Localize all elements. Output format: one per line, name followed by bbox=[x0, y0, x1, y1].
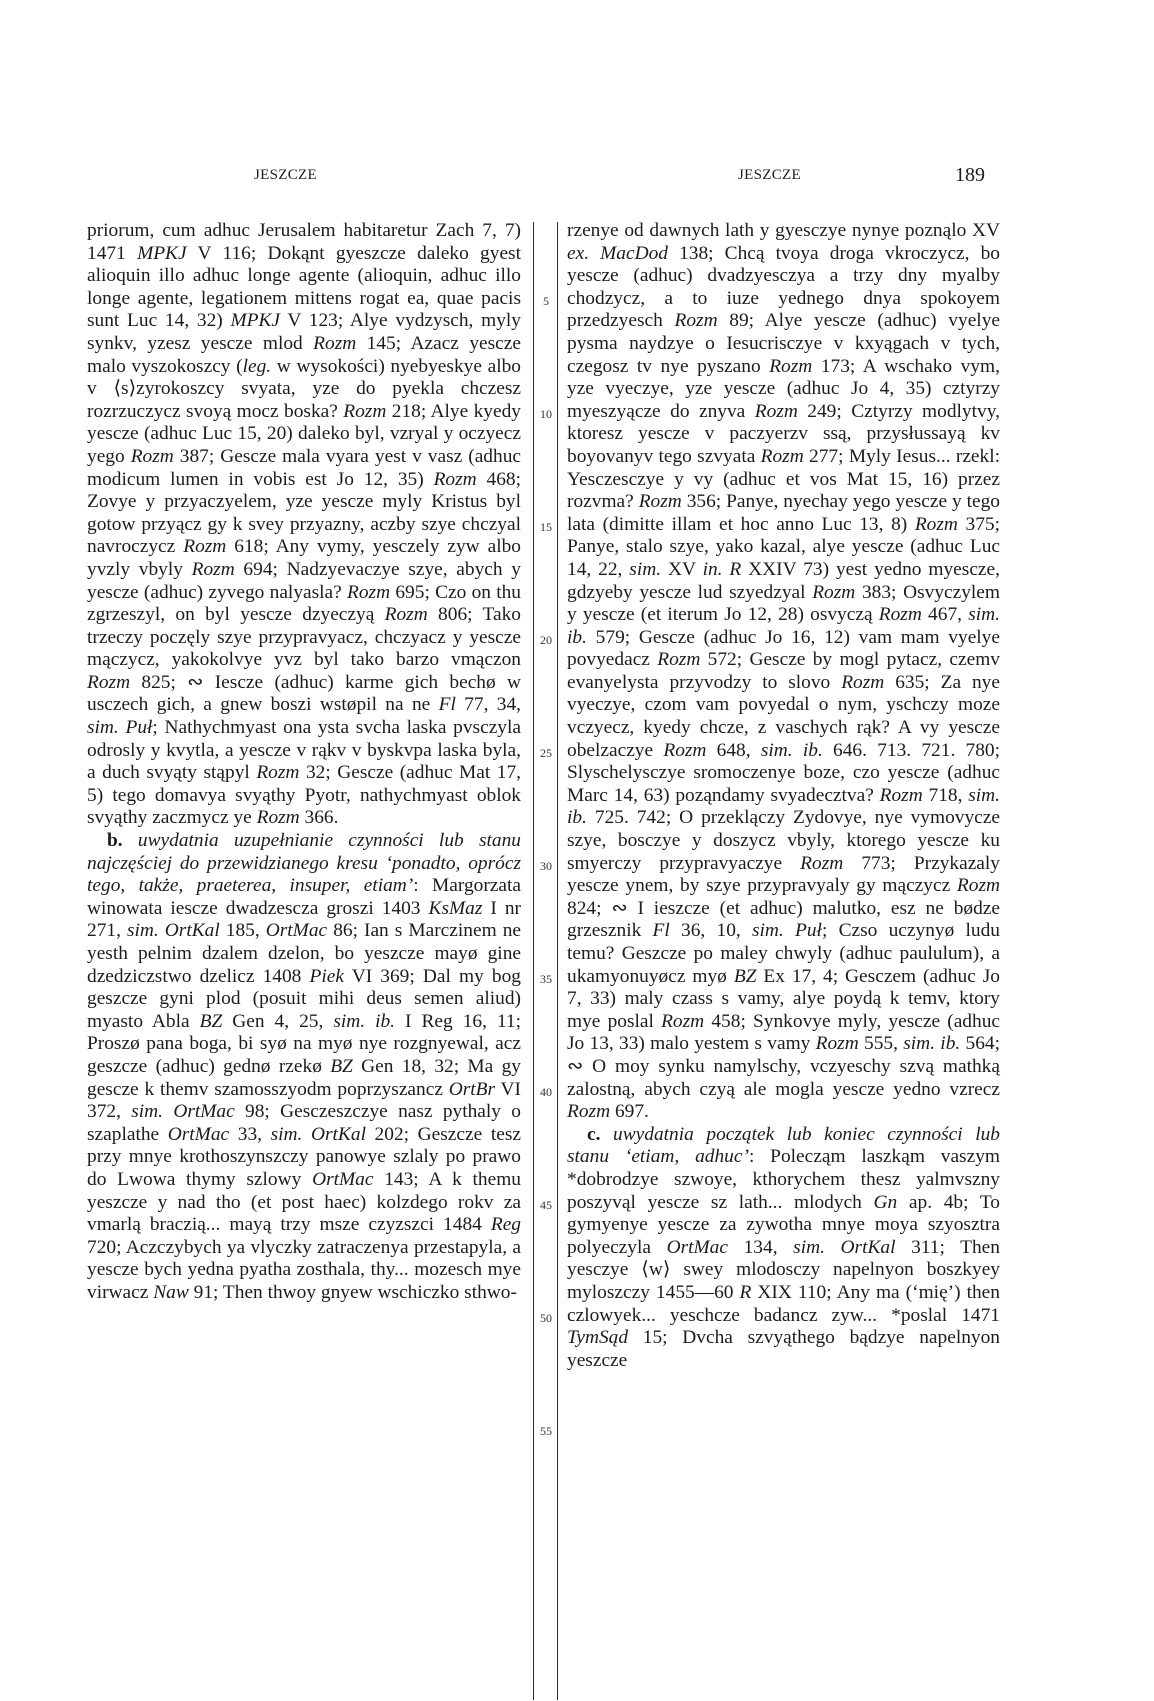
right-section-c: c. uwydatnia początek lub koniec czynności lub stanu ‘etiam, adhuc’: Polecząm laszkąm vaszym *dobrodzye szwoye, kthorychem thesz yalmvszny poszyvąl yescze sz lath... mlodych Gn ap. 4b; To gymyenye yescze za zywotha mnye moya szyosztra polyeczyla OrtMac 134, sim. OrtKal 311; Then yesczye ⟨w⟩ swey mlodosczy napelnyon boszkyey myloszczy 1455—60 R XIX 110; Any ma (‘mię’) then czlowyek... yeschcze badancz zyw... *poslal 1471 TymSąd 15; Dvcha szvyąthego bądzye napelnyon yeszcze bbox=[567, 1123, 1000, 1371]
page-number: 189 bbox=[955, 164, 985, 186]
line-number: 15 bbox=[540, 520, 552, 534]
running-head-left: JESZCZE bbox=[254, 167, 317, 183]
line-number: 25 bbox=[540, 746, 552, 760]
line-number: 10 bbox=[540, 407, 552, 421]
running-head-right: JESZCZE bbox=[738, 167, 801, 183]
line-number: 40 bbox=[540, 1085, 552, 1099]
line-number: 35 bbox=[540, 972, 552, 986]
left-section-b: b. uwydatnia uzupełnianie czynności lub stanu najczęściej do przewidzianego kresu ‘ponadto, oprócz tego, także, praeterea, insuper, etiam’: Margorzata winowata iescze dwadzescza groszi 1403 KsMaz I nr 271, sim. OrtKal 185, OrtMac 86; Ian s Marczinem ne yesth pelnim dzalem dzelon, bo yeszcze mayø gine dzedziczstwo dzelicz 1408 Piek VI 369; Dal my bog geszcze gyni plod (posuit mihi deus semen aliud) myasto Abla BZ Gen 4, 25, sim. ib. I Reg 16, 11; Proszø pana boga, bi syø na myø nye rozgnyewal, acz geszcze (adhuc) gednø rzekø BZ Gen 18, 32; Ma gy gescze k themv szamosszyodm poprzyszancz OrtBr VI 372, sim. OrtMac 98; Gesczeszczye nasz pythaly o szaplathe OrtMac 33, sim. OrtKal 202; Geszcze tesz przy mnye krothoszynszczy panowye szlaly po prawo do Lwowa thymy szlowy OrtMac 143; A k themu yeszcze y nad tho (et post haec) kolzdego rokv za vmarlą braczią... mayą trzy msze czyzszci 1484 Reg 720; Aczczybych ya vlyczky zatraczenya przestapyla, a yescze bych yedna pyatha zosthala, thy... mozesch mye virwacz Naw 91; Then thwoy gnyew wschiczko sthwo- bbox=[87, 830, 522, 1303]
column-rule-right bbox=[557, 222, 558, 1700]
right-entry-continuation: rzenye od dawnych lath y gyesczye nynye poznąlo XV ex. MacDod 138; Chcą tvoya droga vkroczycz, bo yescze (adhuc) dvadzyesczya a trzy dny myalby chodzycz, a to iuze yednego dnya spokoyem przedzyesch Rozm 89; Alye yescze (adhuc) vyelye pysma naydzye o Iesucrisczye v kxyągach v tych, czegosz tv nye pyszano Rozm 173; A wschako vym, yze vyeczye, yze yescze (adhuc Jo 4, 35) cztyrzy myeszyącze do znyva Rozm 249; Cztyrzy modlytvy, ktoresz yescze v paczyerzv ssą, przysłussayą kv boyovanyv tego szvyata Rozm 277; Myly Iesus... rzekl: Yesczesczye y vy (adhuc et vos Mat 15, 16) przez rozvma? Rozm 356; Panye, nyechay yego yescze y tego lata (dimitte illam et hoc anno Luc 13, 8) Rozm 375; Panye, stalo szye, yako kazal, alye yescze (adhuc Luc 14, 22, sim. XV in. R XXIV 73) yest yedno myescze, gdzyeby yescze lud szyedzyal Rozm 383; Osvyczylem y yescze (et iterum Jo 12, 28) osvyczą Rozm 467, sim. ib. 579; Gescze (adhuc Jo 16, 12) vam mam vyelye povyedacz Rozm 572; Gescze by mogl pytacz, czemv evanyelysta przyvodzy to slovo Rozm 635; Za nye vyeczye, czom vam povyedal o nym, yschczy moze vczyecz, kyedy chcze, z vaschych rąk? A vy yescze obelzaczye Rozm 648, sim. ib. 646. 713. 721. 780; Slyschelysczye sromoczenye boze, czo yescze (adhuc Marc 14, 63) poząndamy svyadecztva? Rozm 718, sim. ib. 725. 742; O przeklączy Zydovye, nye vymovycze szye, bosczye y doszycz vbyly, ktorego yescze ku smyerczy przypravyaczye Rozm 773; Przykazaly yescze ynem, by szye przypravyaly gy mączycz Rozm 824; ∾ I ieszcze (et adhuc) malutko, esz ne bødze grzesznik Fl 36, 10, sim. Puł; Czso uczynyø ludu temu? Geszcze po maley chwyly (adhuc paululum), a ukamyonuyøcz myø BZ Ex 17, 4; Gesczem (adhuc Jo 7, 33) maly czass s vamy, alye poydą k temv, ktory mye poslal Rozm 458; Synkovye myly, yescze (adhuc Jo 13, 33) malo yestem s vamy Rozm 555, sim. ib. 564; ∾ O moy synku namylschy, vczyeschy szvą mathką zalostną, abych czyą ale mogla yescze yedno vzrecz Rozm 697. bbox=[567, 220, 1001, 1123]
left-entry-continuation: priorum, cum adhuc Jerusalem habitaretur Zach 7, 7) 1471 MPKJ V 116; Dokąnt gyeszcze daleko gyest alioquin illo adhuc longe agente (alioquin, adhuc illo longe agente, legationem mittens rogat ea, quae pacis sunt Luc 14, 32) MPKJ V 123; Alye vydzysch, myly synkv, yzesz yescze mlod Rozm 145; Azacz yescze malo vyszokoszcy (leg. w wysokości) nyebyeskye albo v ⟨s⟩zyrokoszcy svyata, yze do pyekla chczesz rozrzuczycz svoyą mocz boska? Rozm 218; Alye kyedy yescze (adhuc Luc 15, 20) daleko byl, vzryal y oczyecz yego Rozm 387; Gescze mala vyara yest v vasz (adhuc modicum lumen in vobis est Jo 12, 35) Rozm 468; Zovye y przyaczyelem, yze yescze myly Kristus byl gotow przyącz gy k svey przyazny, aczby szye chczyal navroczycz Rozm 618; Any vymy, yesczely zyw albo yvzly vbyly Rozm 694; Nadzyevaczye szye, abych y yescze (adhuc) zyvego nalyasla? Rozm 695; Czo on thu zgrzeszyl, on byl yescze dzyeczyą Rozm 806; Tako trzeczy poczęly szye przypravyacz, chczyacz y yescze mączycz, yakokolvye yvz byl tako barzo vmączon Rozm 825; ∾ Iescze (adhuc) karme gich bechø w usczech gich, a gnew boszi wstøpil na ne Fl 77, 34, sim. Puł; Nathychmyast ona ysta svcha laska pvsczyla odrosly y kvytla, a yescze v rąkv v byskvpa laska byla, a duch svyąty stąpyl Rozm 32; Gescze (adhuc Mat 17, 5) tego domavya svyąthy Pyotr, nathychmyast oblok svyąthy zaczmycz ye Rozm 366. bbox=[87, 220, 522, 829]
right-column bbox=[567, 220, 1000, 1372]
line-number: 50 bbox=[540, 1311, 552, 1325]
column-rule-left bbox=[533, 222, 534, 1700]
line-number: 30 bbox=[540, 859, 552, 873]
line-number: 5 bbox=[543, 294, 549, 308]
line-number: 45 bbox=[540, 1198, 552, 1212]
line-number: 55 bbox=[540, 1424, 552, 1438]
left-column bbox=[87, 220, 521, 1305]
line-number: 20 bbox=[540, 633, 552, 647]
